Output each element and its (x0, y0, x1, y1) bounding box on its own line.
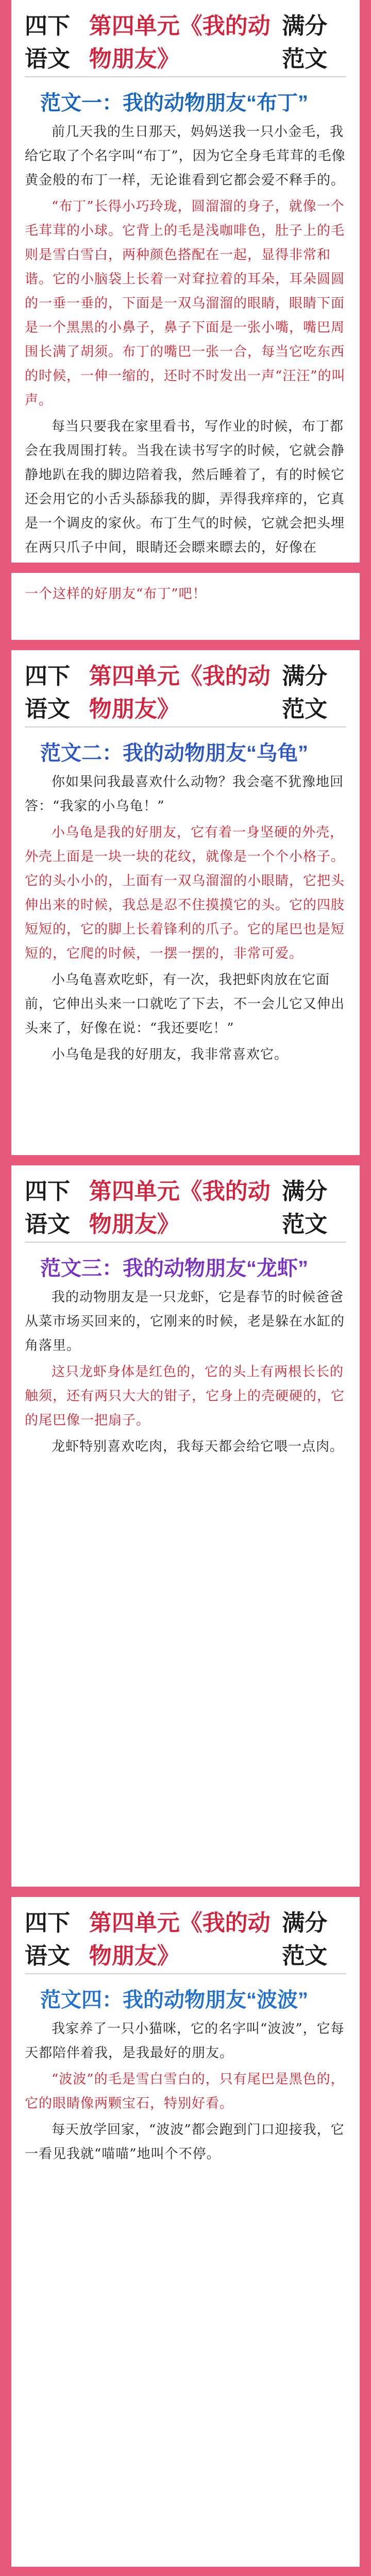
essay-1-para-2: “布丁”长得小巧玲珑，圆溜溜的身子，就像一个毛茸茸的小球。它背上的毛是浅咖啡色，肚子上的毛则是雪白雪白，两种颜色搭配在一起，显得非常和谐。它的小脑袋上长着一对耷拉着的耳朵，耳朵圆圆的一垂一垂的，下面是一双乌溜溜的眼睛，眼睛下面是一个黑黑的小鼻子，鼻子下面是一张小嘴，嘴巴周围长满了胡须。布丁的嘴巴一张一合，每当它吃东西的时候，一伸一缩的，还时不时发出一声“汪汪”的叫声。 (25, 199, 346, 408)
header-unit: 第四单元《我的动物朋友》 (89, 1179, 271, 1237)
header-full: 满分范文 (282, 1179, 328, 1237)
header-grade: 四下语文 (25, 664, 70, 722)
essay-4-para-2: “波波”的毛是雪白雪白的，只有尾巴是黑色的，它的眼睛像两颗宝石，特别好看。 (25, 2072, 345, 2111)
essay-2-para-4: 小乌龟是我的好朋友，我非常喜欢它。 (52, 1047, 289, 1062)
essay-1-tail: 一个这样的好朋友“布丁”吧！ (25, 586, 207, 602)
essay-4-title: 范文四：我的动物朋友“波波” (40, 1989, 308, 2011)
essay-3-title: 范文三：我的动物朋友“龙虾” (40, 1257, 308, 1280)
header-unit: 第四单元《我的动物朋友》 (89, 1910, 271, 1969)
header-full: 满分范文 (282, 13, 328, 72)
essay-2-para-2: 小乌龟是我的好朋友，它有着一身坚硬的外壳，外壳上面是一块一块的花纹，就像是一个个小格子。它的头小小的，上面有一双乌溜溜的小眼睛，它把头伸出来的时候，我总是忍不住摸摸它的头。它的四肢短短的，它的脚上长着锋利的爪子。它的尾巴也是短短的，它爬的时候，一摆一摆的，非常可爱。 (25, 825, 345, 961)
essay-3-sheet (11, 1165, 360, 1887)
header-grade: 四下语文 (25, 13, 70, 72)
essay-1-title: 范文一：我的动物朋友“布丁” (40, 92, 308, 114)
essay-1-sheet (11, 0, 360, 563)
essay-1-para-3: 每当只要我在家里看书，写作业的时候，布丁都会在我周围打转。当我在读书写字的时候，它就会静静地趴在我的脚边陪着我，然后睡着了，有的时候它还会用它的小舌头舔舔我的脚，弄得我痒痒的，它真是一个调皮的家伙。布丁生气的时候，它就会把头埋在两只爪子中间，眼睛还会瞟来瞟去的，好像在 (25, 419, 345, 555)
essay-2-para-1: 你如果问我最喜欢什么动物？我会毫不犹豫地回答：“我家的小乌龟！” (25, 774, 344, 814)
essay-1-continuation (11, 573, 360, 640)
essay-3-para-1: 我的动物朋友是一只龙虾，它是春节的时候爸爸从菜市场买回来的，它刚来的时候，老是躲在水缸的角落里。 (25, 1290, 345, 1353)
essay-2-title: 范文二：我的动物朋友“乌龟” (40, 742, 308, 765)
header-unit: 第四单元《我的动物朋友》 (89, 13, 271, 72)
header-full: 满分范文 (282, 1910, 328, 1969)
essay-3-para-3: 龙虾特别喜欢吃肉，我每天都会给它喂一点肉。 (52, 1439, 344, 1454)
essay-2-para-3: 小乌龟喜欢吃虾，有一次，我把虾肉放在它面前，它伸出头来一口就吃了下去，不一会儿它又伸出头来了，好像在说：“我还要吃！” (25, 972, 345, 1036)
sheet-header (25, 657, 346, 727)
header-unit: 第四单元《我的动物朋友》 (89, 664, 271, 722)
sheet-header (25, 1904, 346, 1974)
essay-4-sheet (11, 1897, 360, 2567)
sheet-header (25, 1173, 346, 1243)
header-grade: 四下语文 (25, 1179, 70, 1237)
essay-1-para-1: 前几天我的生日那天，妈妈送我一只小金毛，我给它取了个名字叫“布丁”，因为它全身毛茸茸的毛像黄金般的布丁一样，无论谁看到它都会爱不释手的。 (25, 124, 346, 188)
header-full: 满分范文 (282, 664, 328, 722)
essay-4-para-1: 我家养了一只小猫咪，它的名字叫“波波”，它每天都陪伴着我，是我最好的朋友。 (25, 2021, 345, 2061)
sheet-header (25, 7, 346, 77)
essay-3-para-2: 这只龙虾身体是红色的，它的头上有两根长长的触须，还有两只大大的钳子，它身上的壳硬硬的，它的尾巴像一把扇子。 (25, 1364, 345, 1428)
essay-2-sheet (11, 650, 360, 1155)
essay-4-para-3: 每天放学回家，“波波”都会跑到门口迎接我，它一看见我就“喵喵”地叫个不停。 (25, 2122, 345, 2162)
header-grade: 四下语文 (25, 1910, 70, 1969)
